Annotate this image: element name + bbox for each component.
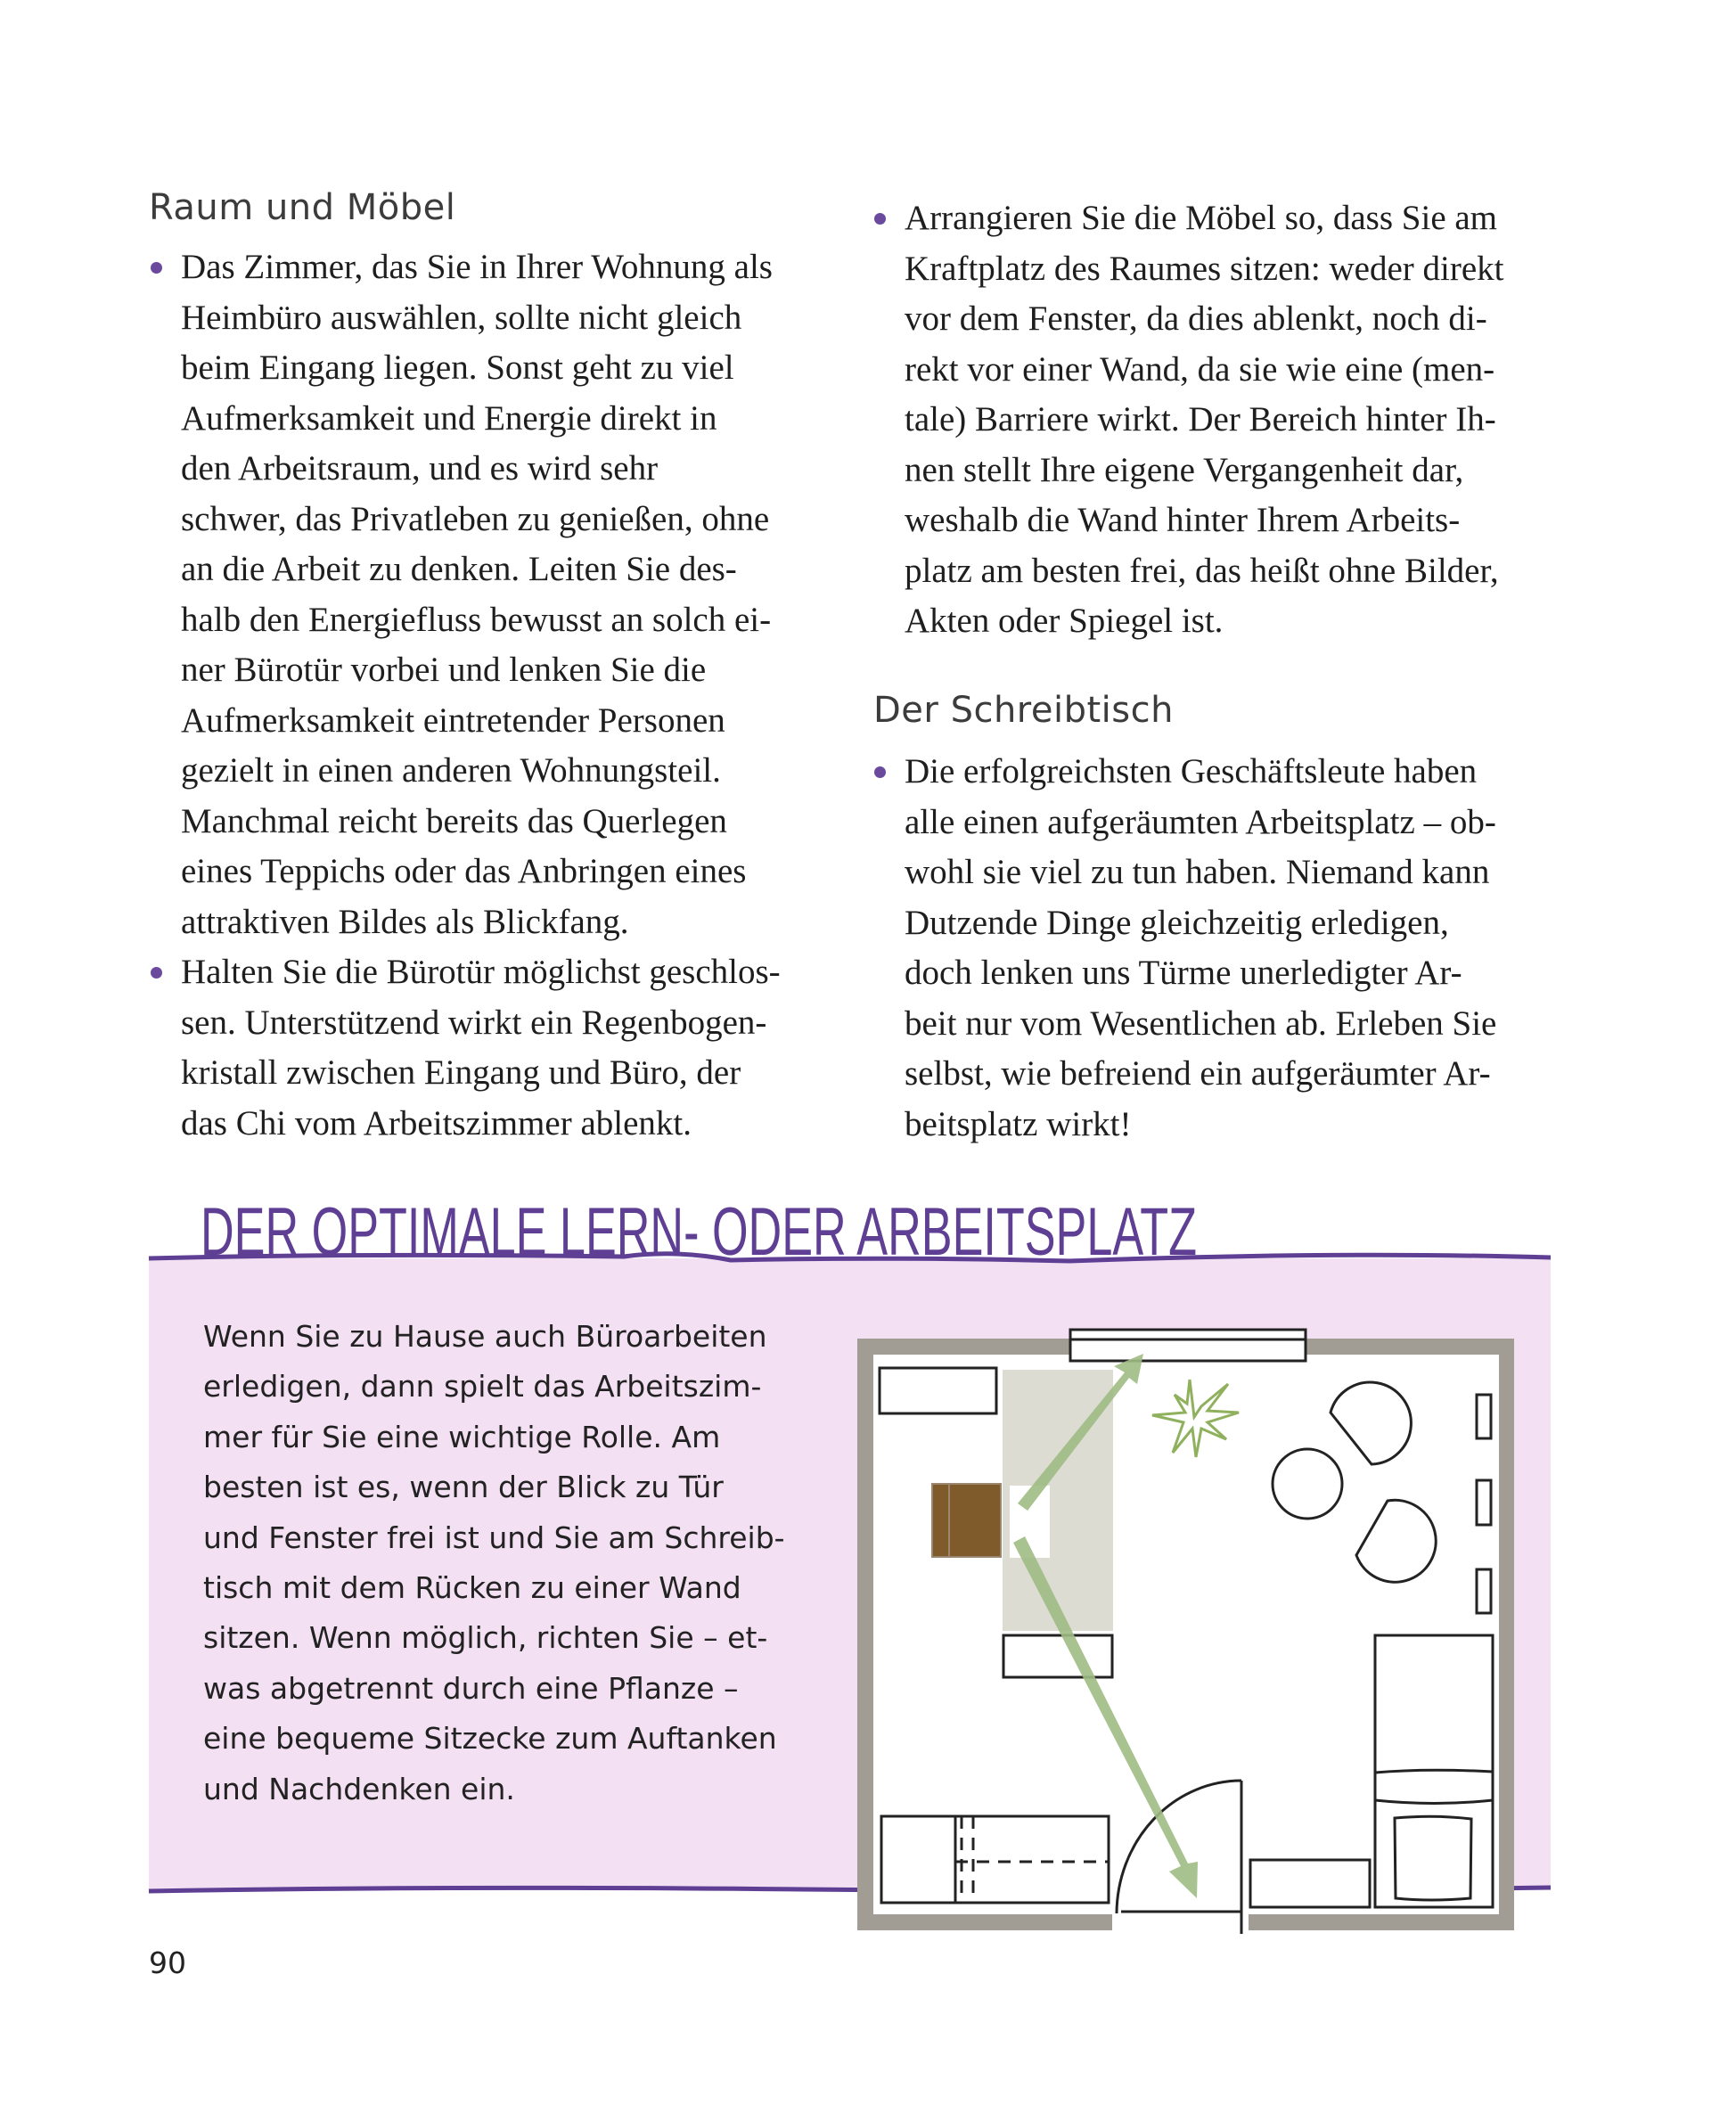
text-line: Wenn Sie zu Hause auch Büroarbeiten	[203, 1319, 767, 1354]
text-line: mer für Sie eine wichtige Rolle. Am	[203, 1419, 721, 1454]
text-line: eine bequeme Sitzecke zum Auftanken	[203, 1721, 777, 1757]
text-line: tale) Barriere wirkt. Der Bereich hinter Ih-	[905, 400, 1496, 438]
floor-plan	[857, 1330, 1514, 1934]
text-line: rekt vor einer Wand, da sie wie eine (men-	[905, 349, 1495, 389]
text-line: vor dem Fenster, da dies ablenkt, noch di-	[905, 299, 1487, 338]
box-text	[203, 1312, 785, 1814]
text-line: und Nachdenken ein.	[203, 1771, 515, 1806]
text-line: erledigen, dann spielt das Arbeitszim-	[203, 1369, 762, 1405]
text-line: tisch mit dem Rücken zu einer Wand	[203, 1569, 741, 1605]
page-number: 90	[149, 1945, 186, 1980]
text-line: wohl sie viel zu tun haben. Niemand kann	[905, 853, 1490, 891]
window	[1070, 1330, 1306, 1361]
text-line: besten ist es, wenn der Blick zu Tür	[203, 1470, 724, 1505]
text-line: beit nur vom Wesentlichen ab. Erleben Sie	[905, 1003, 1497, 1043]
text-line: und Fenster frei ist und Sie am Schreib-	[203, 1519, 785, 1555]
text-line: beitsplatz wirkt!	[905, 1104, 1132, 1143]
text-line: selbst, wie befreiend ein aufgeräumter Ar-	[905, 1054, 1491, 1093]
text-line: halb den Energiefluss bewusst an solch ei-	[181, 600, 772, 639]
section-heading-schreibtisch: Der Schreibtisch	[873, 690, 1174, 731]
text-line: Aufmerksamkeit eintretender Personen	[181, 700, 725, 740]
text-line: Die erfolgreichsten Geschäftsleute haben	[905, 752, 1478, 790]
text-line: Arrangieren Sie die Möbel so, dass Sie am	[905, 199, 1498, 237]
text-line: Akten oder Spiegel ist.	[905, 602, 1224, 640]
box-title: DER OPTIMALE LERN- ODER ARBEITSPLATZ	[201, 1194, 1197, 1270]
text-line: Manchmal reicht bereits das Querlegen	[181, 801, 727, 840]
text-line: eines Teppichs oder das Anbringen eines	[181, 852, 747, 890]
text-line: ner Bürotür vorbei und lenken Sie die	[181, 651, 707, 689]
text-line: alle einen aufgeräumten Arbeitsplatz – ob-	[905, 802, 1496, 841]
text-line: an die Arbeit zu denken. Leiten Sie des-	[181, 550, 737, 588]
text-line: Dutzende Dinge gleichzeitig erledigen,	[905, 903, 1449, 942]
text-line: Kraftplatz des Raumes sitzen: weder direkt	[905, 249, 1504, 288]
text-line: nen stellt Ihre eigene Vergangenheit dar,	[905, 450, 1464, 489]
text-line: Das Zimmer, das Sie in Ihrer Wohnung als	[181, 248, 773, 286]
text-line: schwer, das Privatleben zu genießen, ohne	[181, 499, 770, 538]
text-line: Halten Sie die Bürotür möglichst geschlos-	[181, 953, 781, 991]
text-line: Heimbüro auswählen, sollte nicht gleich	[181, 298, 742, 337]
text-line: attraktiven Bildes als Blickfang.	[181, 902, 629, 941]
text-line: was abgetrennt durch eine Pflanze –	[203, 1670, 739, 1706]
text-line: den Arbeitsraum, und es wird sehr	[181, 449, 659, 487]
text-line: kristall zwischen Eingang und Büro, der	[181, 1053, 741, 1092]
text-line: beim Eingang liegen. Sonst geht zu viel	[181, 348, 734, 387]
text-line: sitzen. Wenn möglich, richten Sie – et-	[203, 1620, 768, 1656]
text-line: gezielt in einen anderen Wohnungsteil.	[181, 751, 721, 790]
text-line: weshalb die Wand hinter Ihrem Arbeits-	[905, 501, 1461, 539]
text-line: das Chi vom Arbeitszimmer ablenkt.	[181, 1103, 692, 1143]
section-heading-raum-und-moebel: Raum und Möbel	[149, 187, 456, 228]
text-line: Aufmerksamkeit und Energie direkt in	[181, 398, 717, 438]
text-line: sen. Unterstützend wirkt ein Regenbogen-	[181, 1003, 767, 1042]
text-line: platz am besten frei, das heißt ohne Bilder,	[905, 551, 1499, 590]
text-line: doch lenken uns Türme unerledigter Ar-	[905, 954, 1462, 992]
door-opening	[1112, 1912, 1241, 1931]
desk-chair	[932, 1484, 1001, 1557]
